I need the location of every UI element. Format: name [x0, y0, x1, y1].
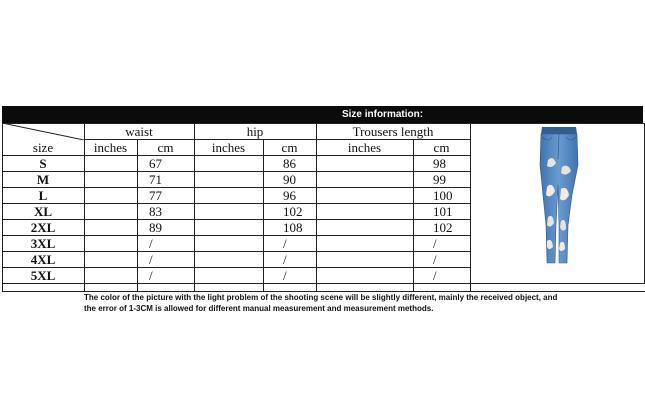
table-cell-waist-in — [84, 252, 137, 267]
table-cell-len-cm: 99 — [433, 172, 446, 187]
table-cell-waist-in — [84, 172, 137, 187]
table-cell-size: 3XL — [30, 236, 56, 251]
table-cell-waist-cm: 77 — [149, 188, 162, 203]
table-cell-waist-in — [84, 236, 137, 251]
table-cell-waist-in — [84, 156, 137, 171]
table-cell-hip-cm: / — [283, 268, 287, 283]
table-cell-hip-cm: 108 — [283, 220, 303, 235]
table-cell-len-cm: 98 — [433, 156, 446, 171]
header-hip-cm: cm — [281, 140, 298, 155]
table-cell-len-cm: / — [433, 252, 437, 267]
diagonal-header-line — [2, 123, 84, 140]
table-cell-hip-in — [194, 204, 263, 219]
table-cell-size: 4XL — [30, 252, 56, 267]
header-waist-cm: cm — [157, 140, 174, 155]
table-cell-hip-in — [194, 268, 263, 283]
header-length-cm: cm — [433, 140, 450, 155]
table-cell-waist-in — [84, 204, 137, 219]
table-cell-size: M — [36, 172, 50, 187]
table-cell-size: L — [38, 188, 48, 203]
table-cell-size: S — [39, 156, 47, 171]
measurement-note — [84, 292, 644, 314]
jeans-image — [528, 125, 588, 267]
table-cell-len-in — [316, 188, 413, 203]
table-cell-hip-cm: 90 — [283, 172, 296, 187]
header-waist-inches: inches — [93, 140, 128, 155]
table-cell-hip-in — [194, 220, 263, 235]
table-cell-hip-in — [194, 236, 263, 251]
table-cell-hip-cm: 96 — [283, 188, 296, 203]
table-cell-len-in — [316, 204, 413, 219]
table-cell-len-in — [316, 268, 413, 283]
table-cell-len-in — [316, 220, 413, 235]
table-cell-waist-in — [84, 268, 137, 283]
header-size: size — [32, 140, 54, 155]
table-cell-waist-in — [84, 220, 137, 235]
table-cell-len-cm: 102 — [433, 220, 453, 235]
table-cell-hip-cm: / — [283, 252, 287, 267]
header-hip-inches: inches — [211, 140, 246, 155]
header-trousers-length: Trousers length — [352, 124, 434, 139]
table-cell-hip-in — [194, 172, 263, 187]
note-line-1: The color of the picture with the light problem of the shooting scene will be slightly different, mainly the received object, and — [84, 293, 558, 302]
note-line-2: the error of 1-3CM is allowed for different manual measurement and measurement methods. — [84, 304, 434, 313]
table-cell-waist-cm: / — [149, 236, 153, 251]
header-waist: waist — [125, 124, 153, 139]
table-cell-waist-cm: 83 — [149, 204, 162, 219]
table-cell-waist-cm: 71 — [149, 172, 162, 187]
table-cell-hip-in — [194, 188, 263, 203]
table-cell-len-in — [316, 252, 413, 267]
table-cell-hip-cm: 102 — [283, 204, 303, 219]
table-cell-size: 2XL — [30, 220, 56, 235]
table-cell-hip-in — [194, 156, 263, 171]
size-info-title: Size information: — [341, 109, 424, 120]
table-cell-len-in — [316, 236, 413, 251]
table-cell-waist-in — [84, 188, 137, 203]
table-cell-len-in — [316, 156, 413, 171]
table-cell-size: XL — [33, 204, 53, 219]
table-cell-len-cm: 100 — [433, 188, 453, 203]
table-cell-len-cm: / — [433, 236, 437, 251]
table-cell-hip-cm: / — [283, 236, 287, 251]
header-length-inches: inches — [347, 140, 382, 155]
table-cell-size: 5XL — [30, 268, 56, 283]
table-cell-waist-cm: 67 — [149, 156, 162, 171]
table-cell-waist-cm: 89 — [149, 220, 162, 235]
table-cell-waist-cm: / — [149, 268, 153, 283]
table-cell-hip-cm: 86 — [283, 156, 296, 171]
table-cell-waist-cm: / — [149, 252, 153, 267]
table-cell-hip-in — [194, 252, 263, 267]
table-cell-len-cm: / — [433, 268, 437, 283]
table-cell-len-cm: 101 — [433, 204, 453, 219]
table-cell-len-in — [316, 172, 413, 187]
header-hip: hip — [246, 124, 264, 139]
